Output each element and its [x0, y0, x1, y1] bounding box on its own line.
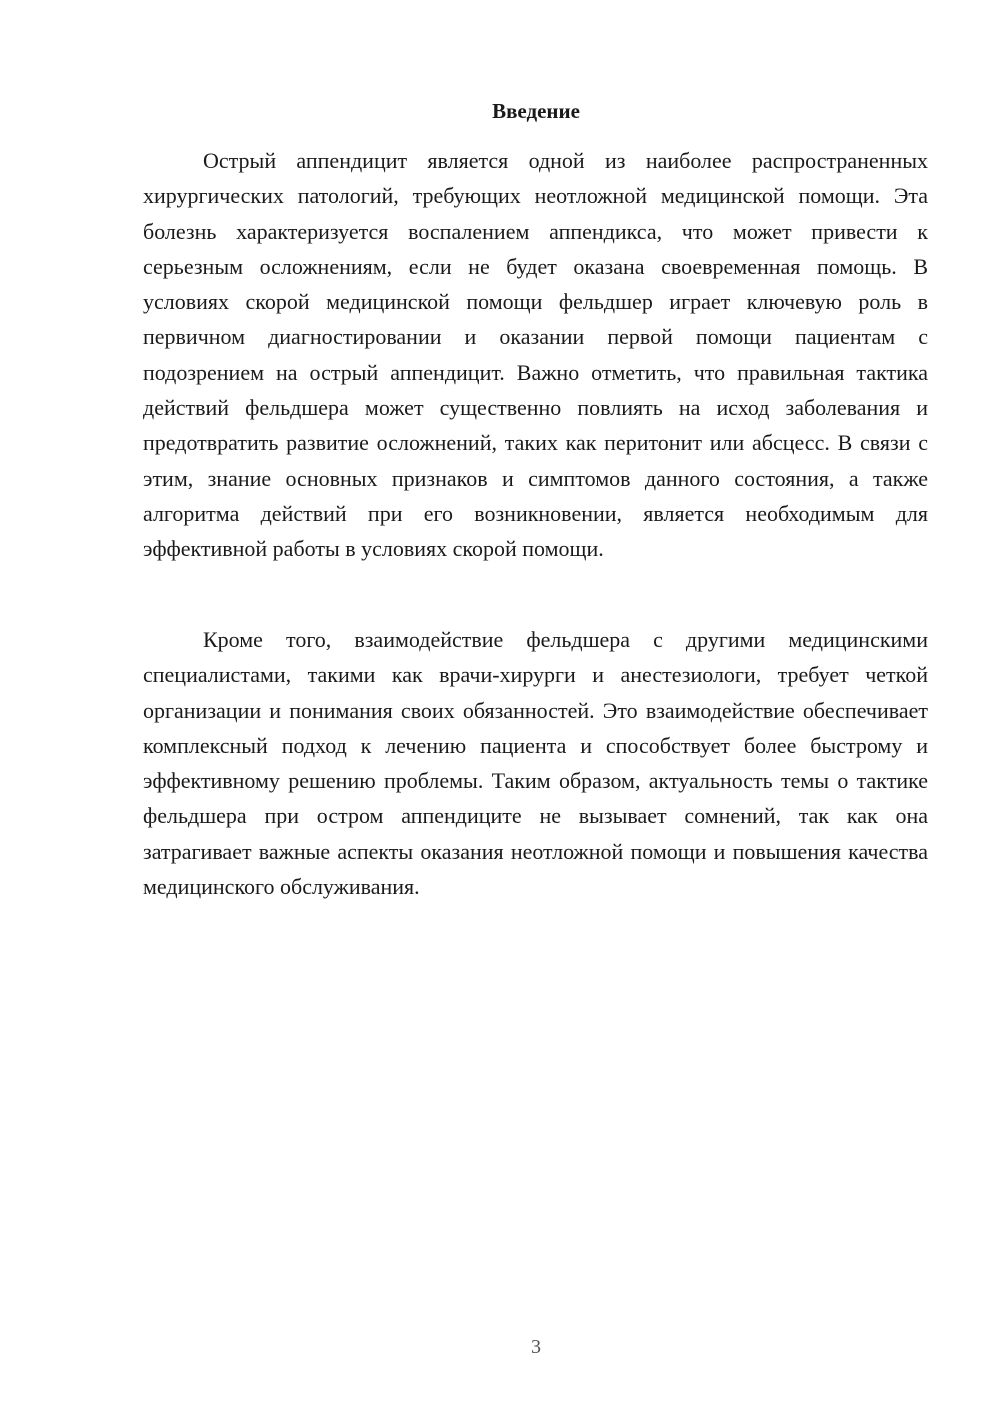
section-heading: Введение	[492, 99, 580, 123]
page-number: 3	[531, 1336, 541, 1358]
paragraph-2: Кроме того, взаимодействие фельдшера с другими медицинскими специалистами, такими как врачи-хирурги и анестезиологи, требует четкой организации и понимания своих обязанностей. Это взаимодействие обеспечивает комплексный подход к лечению пациента и способствует более быстрому и эффективному решению проблемы. Таким образом, актуальность темы о тактике фельдшера при остром аппендиците не вызывает сомнений, так как она затрагивает важные аспекты оказания неотложной помощи и повышения качества медицинского обслуживания.	[143, 627, 928, 900]
paragraph-1: Острый аппендицит является одной из наиболее распространенных хирургических патологий, требующих неотложной медицинской помощи. Эта болезнь характеризуется воспалением аппендикса, что может привести к серьезным осложнениям, если не будет оказана своевременная помощь. В условиях скорой медицинской помощи фельдшер играет ключевую роль в первичном диагностировании и оказании первой помощи пациентам с подозрением на острый аппендицит. Важно отметить, что правильная тактика действий фельдшера может существенно повлиять на исход заболевания и предотвратить развитие осложнений, таких как перитонит или абсцесс. В связи с этим, знание основных признаков и симптомов данного состояния, а также алгоритма действий при его возникновении, является необходимым для эффективной работы в условиях скорой помощи.	[143, 148, 928, 562]
